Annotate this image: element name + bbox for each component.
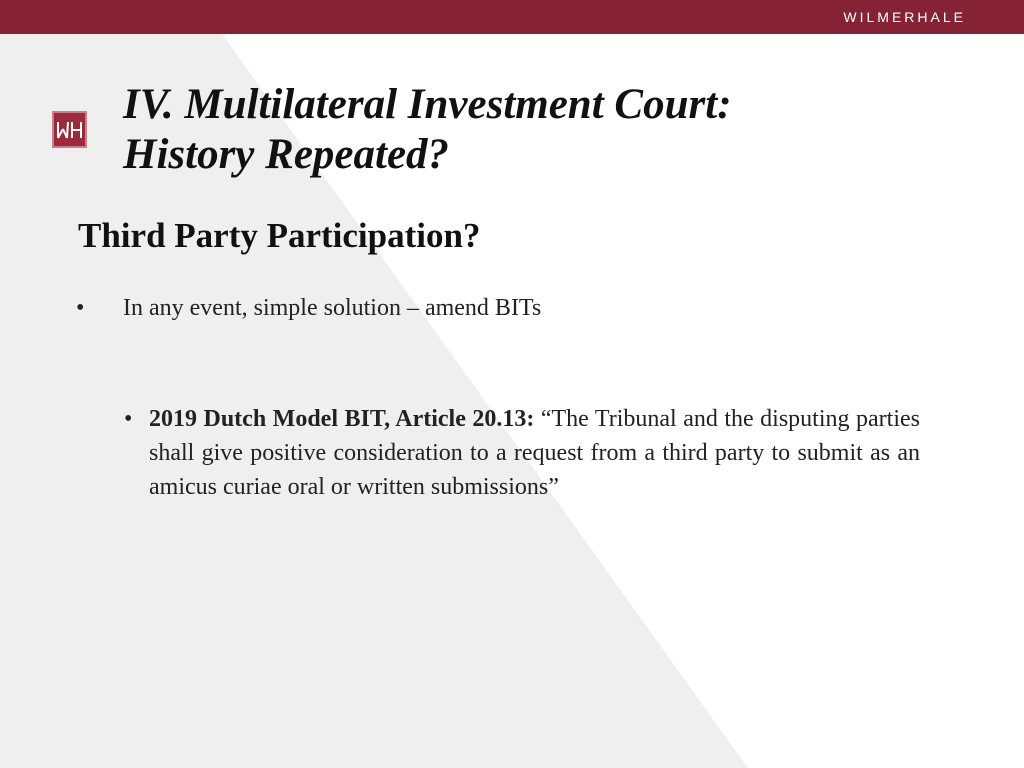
slide-title-line1: IV. Multilateral Investment Court: — [123, 81, 732, 128]
slide-subtitle: Third Party Participation? — [78, 216, 481, 255]
bullet-marker: • — [76, 295, 85, 321]
slide-title-line2: History Repeated? — [123, 131, 450, 178]
sub-bullet-item — [124, 402, 920, 504]
slide-title — [123, 80, 843, 180]
article-quote: “The Tribunal and the disputing parties shall give positive consideration to a request from a third party to submit as an amicus curiae oral or written submissions” — [149, 406, 920, 500]
header-bar — [0, 0, 1024, 34]
bullet-text: In any event, simple solution – amend BITs — [123, 295, 542, 321]
article-reference: 2019 Dutch Model BIT, Article 20.13: — [149, 406, 535, 432]
bullet-marker: • — [124, 406, 133, 432]
wilmerhale-logo-icon — [52, 111, 87, 148]
brand-name: WILMERHALE — [843, 9, 966, 25]
quote-text — [149, 402, 920, 504]
